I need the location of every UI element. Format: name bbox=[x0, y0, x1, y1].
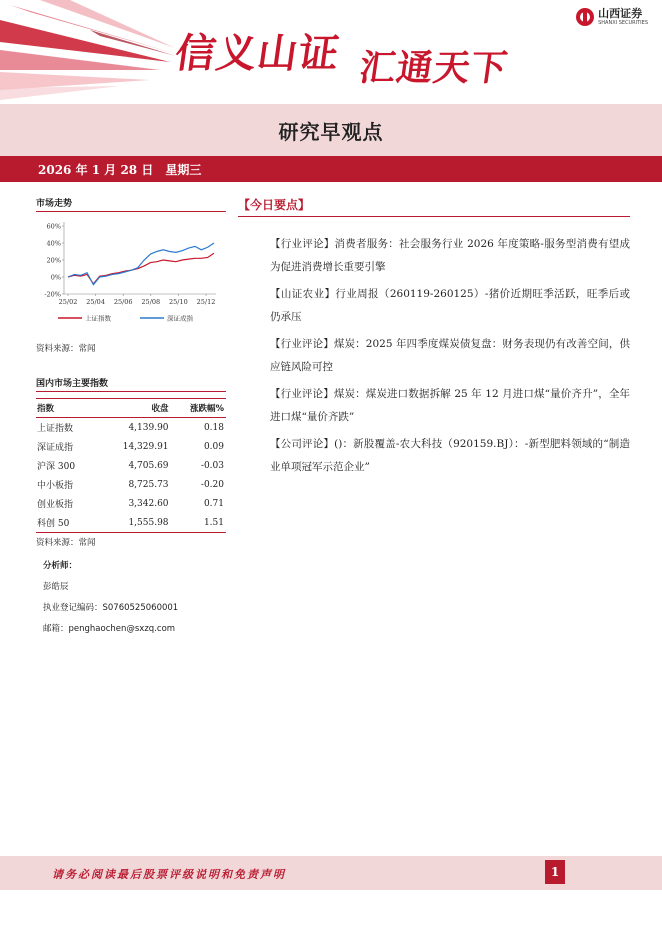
right-column bbox=[238, 196, 630, 483]
x-tick-label: 25/02 bbox=[58, 298, 78, 306]
y-tick-label: 40% bbox=[46, 239, 61, 248]
list-item[interactable]: 【行业评论】煤炭：煤炭进口数据拆解 25 年 12 月进口煤“量价齐升”，全年进口煤“量价齐跌” bbox=[270, 388, 630, 423]
title-band bbox=[0, 104, 662, 156]
company-logo bbox=[576, 8, 648, 26]
series-line-shenzhen bbox=[68, 243, 214, 285]
y-tick-label: 0% bbox=[50, 273, 61, 282]
index-name: 深证成指 bbox=[37, 443, 74, 453]
list-item[interactable]: 【行业评论】消费者服务：社会服务行业 2026 年度策略-服务型消费有望成为促进消费增长重要引擎 bbox=[270, 238, 630, 273]
logo-english-name: SHANXI SECURITIES bbox=[598, 20, 648, 26]
x-tick-label: 25/06 bbox=[113, 298, 133, 306]
x-tick-label: 25/12 bbox=[196, 298, 216, 306]
logo-mark-icon bbox=[576, 8, 594, 26]
index-table bbox=[36, 398, 226, 533]
x-tick-label: 25/08 bbox=[141, 298, 161, 306]
x-tick-label: 25/10 bbox=[169, 298, 188, 306]
table-row bbox=[36, 437, 226, 456]
table-row bbox=[36, 494, 226, 513]
index-name: 创业板指 bbox=[37, 500, 74, 510]
market-trend-chart bbox=[36, 212, 226, 342]
chart-source: 资料来源：常闻 bbox=[36, 344, 96, 354]
report-date: 2026 年 1 月 28 日 星期三 bbox=[38, 163, 202, 177]
index-close: 1,555.98 bbox=[97, 513, 170, 533]
col-header-change: 涨跌幅% bbox=[171, 399, 226, 418]
table-header-row bbox=[36, 399, 226, 418]
y-tick-label: -20% bbox=[44, 290, 61, 299]
table-row bbox=[36, 513, 226, 533]
index-change: -0.03 bbox=[200, 460, 224, 471]
x-tick-label: 25/04 bbox=[86, 298, 105, 306]
index-close: 14,329.91 bbox=[122, 441, 169, 452]
index-name: 沪深 300 bbox=[37, 462, 76, 472]
col-header-close: 收盘 bbox=[97, 399, 170, 418]
y-tick-label: 20% bbox=[46, 256, 61, 265]
date-bar bbox=[0, 156, 662, 182]
index-change: 0.18 bbox=[203, 422, 224, 433]
index-close: 8,725.73 bbox=[128, 479, 169, 490]
footer bbox=[0, 856, 662, 890]
list-item[interactable]: 【山证农业】行业周报（260119-260125）-猪价近期旺季活跃，旺季后或仍承压 bbox=[270, 288, 630, 323]
highlights-title: 【今日要点】 bbox=[238, 196, 630, 217]
legend-label: 深证成指 bbox=[167, 314, 193, 323]
analyst-cert: 执业登记编码：S0760525060001 bbox=[43, 603, 179, 613]
report-title: 研究早观点 bbox=[278, 120, 384, 144]
y-tick-label: 60% bbox=[46, 222, 61, 231]
analyst-name: 彭皓辰 bbox=[43, 582, 69, 592]
index-name: 科创 50 bbox=[36, 513, 97, 533]
table-row bbox=[36, 418, 226, 438]
table-source: 资料来源：常闻 bbox=[36, 538, 96, 548]
slogan-left: 信义山证 bbox=[172, 30, 343, 77]
header-banner bbox=[0, 0, 662, 104]
highlights-list bbox=[238, 233, 630, 479]
index-change: 1.51 bbox=[171, 513, 226, 533]
index-name: 上证指数 bbox=[37, 424, 74, 434]
trend-chart-svg bbox=[36, 212, 226, 342]
left-column bbox=[36, 196, 226, 640]
table-row bbox=[36, 475, 226, 494]
index-change: 0.71 bbox=[203, 498, 224, 509]
index-close: 4,705.69 bbox=[128, 460, 169, 471]
table-row bbox=[36, 456, 226, 475]
slogan-right: 汇通天下 bbox=[356, 47, 511, 89]
list-item[interactable]: 【行业评论】煤炭：2025 年四季度煤炭债复盘：财务表现仍有改善空间，供应链风险可控 bbox=[270, 338, 630, 373]
list-item[interactable]: 【公司评论】()：新股覆盖-农大科技（920159.BJ）：-新型肥料领域的“制造业单项冠军示范企业” bbox=[270, 438, 630, 473]
col-header-index: 指数 bbox=[36, 399, 97, 418]
index-change: -0.20 bbox=[200, 479, 224, 490]
page-number: 1 bbox=[545, 860, 565, 884]
analyst-info bbox=[36, 556, 226, 640]
index-change: 0.09 bbox=[203, 441, 224, 452]
disclaimer-link[interactable]: 请务必阅读最后股票评级说明和免责声明 bbox=[52, 868, 286, 881]
index-name: 中小板指 bbox=[37, 481, 74, 491]
index-table-title: 国内市场主要指数 bbox=[36, 376, 226, 392]
legend-label: 上证指数 bbox=[85, 314, 111, 323]
index-close: 4,139.90 bbox=[128, 422, 169, 433]
index-close: 3,342.60 bbox=[128, 498, 169, 509]
analyst-email[interactable]: 邮箱：penghaochen@sxzq.com bbox=[43, 624, 176, 634]
logo-name: 山西证券 bbox=[598, 7, 643, 20]
market-trend-title: 市场走势 bbox=[36, 196, 226, 212]
analyst-label: 分析师： bbox=[43, 561, 78, 571]
